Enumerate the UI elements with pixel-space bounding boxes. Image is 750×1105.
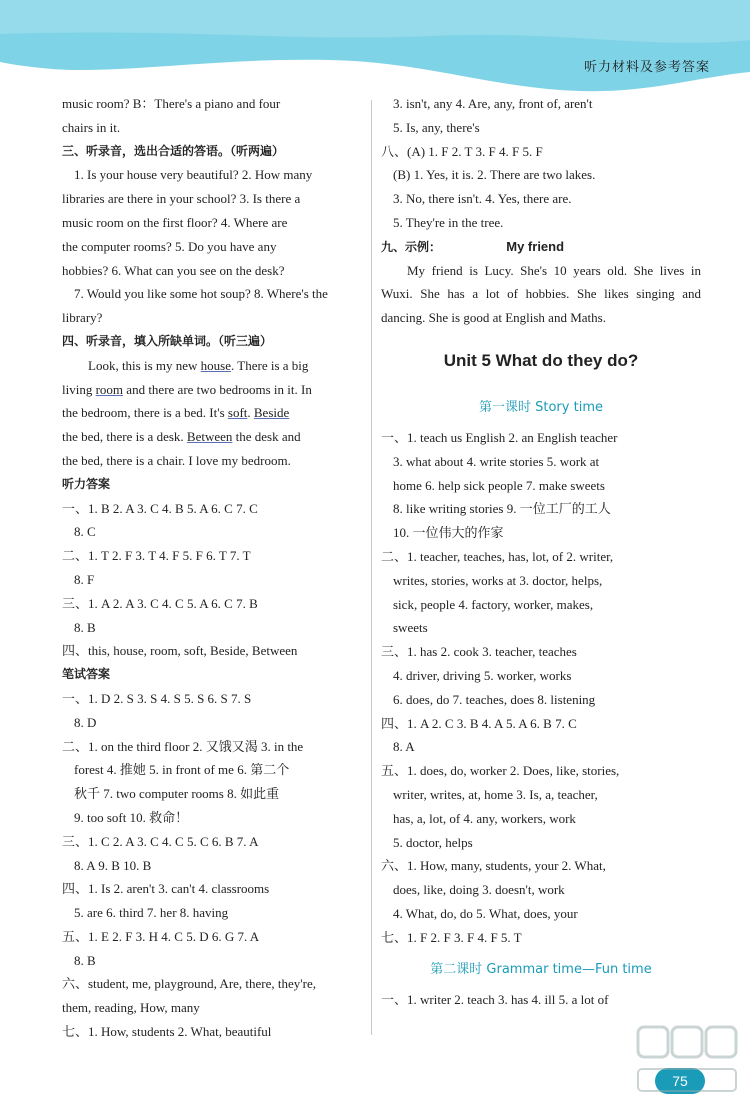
answer-line: 七、1. How, students 2. What, beautiful bbox=[62, 1024, 272, 1040]
continued-text-line: chairs in it. bbox=[62, 119, 121, 135]
unit-title: Unit 5 What do they do? bbox=[443, 350, 639, 370]
answer-line: 一、1. B 2. A 3. C 4. B 5. A 6. C 7. C bbox=[62, 500, 258, 516]
answer-line: 5. Is, any, there's bbox=[393, 119, 480, 135]
text-span: . There is a big bbox=[231, 357, 309, 373]
answer-line: 3. what about 4. write stories 5. work at bbox=[393, 453, 600, 469]
answer-line: 9. too soft 10. 救命！ bbox=[74, 809, 189, 825]
answer-line: does, like, doing 3. doesn't, work bbox=[393, 882, 565, 898]
answer-line: 三、1. C 2. A 3. C 4. C 5. C 6. B 7. A bbox=[62, 833, 259, 849]
answer-line: 二、1. T 2. F 3. T 4. F 5. F 6. T 7. T bbox=[62, 548, 251, 564]
page-number: 75 bbox=[655, 1068, 705, 1094]
text-span: the bed, there is a chair. I love my bedroom. bbox=[62, 452, 291, 468]
section-4-title: 四、听录音，填入所缺单词。（听三遍） bbox=[62, 333, 273, 348]
answer-line: 8. C bbox=[74, 524, 96, 540]
filled-word: Between bbox=[186, 429, 233, 445]
answer-line: 三、1. A 2. A 3. C 4. C 5. A 6. C 7. B bbox=[62, 595, 258, 611]
sec4-line bbox=[62, 354, 358, 378]
answer-line: 五、1. does, do, worker 2. Does, like, stories, bbox=[381, 763, 620, 779]
answer-line: 8. A bbox=[393, 739, 415, 755]
text-span: and there are two bedrooms in it. In bbox=[123, 381, 312, 397]
answer-line: (B) 1. Yes, it is. 2. There are two lakes. bbox=[393, 167, 596, 183]
answer-line: 三、1. has 2. cook 3. teacher, teaches bbox=[381, 644, 577, 660]
answer-line: 二、1. teacher, teaches, has, lot, of 2. writer, bbox=[381, 548, 614, 564]
answer-line: 六、1. How, many, students, your 2. What, bbox=[381, 858, 606, 874]
sec4-line bbox=[62, 378, 358, 402]
answer-line: 八、(A) 1. F 2. T 3. F 4. F 5. F bbox=[381, 143, 543, 159]
answer-line: them, reading, How, many bbox=[62, 1000, 200, 1016]
left-column bbox=[62, 92, 358, 1044]
answer-line: 四、1. Is 2. aren't 3. can't 4. classrooms bbox=[62, 881, 270, 897]
answer-line: 8. D bbox=[74, 714, 97, 730]
answer-line: 4. driver, driving 5. worker, works bbox=[393, 667, 572, 683]
answer-line: 5. doctor, helps bbox=[393, 834, 473, 850]
sec3-line: 1. Is your house very beautiful? 2. How many bbox=[74, 167, 313, 183]
text-span: living bbox=[62, 381, 96, 397]
answer-line: 8. like writing stories 9. 一位工厂的工人 bbox=[393, 501, 611, 517]
sec3-line: library? bbox=[62, 310, 103, 326]
answer-line: 10. 一位伟大的作家 bbox=[393, 525, 504, 541]
continued-text-line: music room? B：There's a piano and four bbox=[62, 96, 281, 111]
column-divider bbox=[371, 100, 372, 1035]
header-wave-band bbox=[0, 0, 750, 95]
essay-title: My friend bbox=[506, 238, 565, 254]
section-3-title: 三、听录音，选出合适的答语。（听两遍） bbox=[62, 143, 285, 158]
answer-line: forest 4. 推她 5. in front of me 6. 第二个 bbox=[74, 762, 290, 778]
sec3-line: libraries are there in your school? 3. Is there a bbox=[62, 191, 301, 207]
answer-line: 秋千 7. two computer rooms 8. 如此重 bbox=[74, 786, 280, 802]
sec3-line: 7. Would you like some hot soup? 8. Where's the bbox=[74, 286, 328, 302]
answer-line: writes, stories, works at 3. doctor, helps, bbox=[393, 572, 603, 588]
answer-line: 8. B bbox=[74, 619, 96, 635]
right-column bbox=[381, 92, 701, 1011]
answer-line: 5. are 6. third 7. her 8. having bbox=[74, 905, 229, 921]
listening-answers-heading: 听力答案 bbox=[62, 476, 111, 491]
text-span: the bed, there is a desk. bbox=[62, 429, 187, 445]
header-title: 听力材料及参考答案 bbox=[583, 60, 710, 75]
answer-line: 8. B bbox=[74, 952, 96, 968]
page-header bbox=[0, 0, 750, 95]
filled-word: Beside bbox=[253, 405, 290, 421]
filled-word: room bbox=[95, 381, 124, 397]
text-span: the desk and bbox=[232, 429, 301, 445]
written-answers-heading: 笔试答案 bbox=[62, 667, 111, 682]
answer-line: writer, writes, at, home 3. Is, a, teacher, bbox=[393, 786, 598, 802]
watermark-logo-icon bbox=[632, 1021, 740, 1101]
answer-line: 3. isn't, any 4. Are, any, front of, aren't bbox=[393, 96, 593, 111]
answer-line: home 6. help sick people 7. make sweets bbox=[393, 477, 605, 493]
section-9-label: 九、示例： bbox=[381, 239, 442, 254]
text-span: . bbox=[247, 405, 254, 421]
answer-line: 4. What, do, do 5. What, does, your bbox=[393, 905, 578, 921]
answer-line: 一、1. writer 2. teach 3. has 4. ill 5. a lot of bbox=[381, 991, 609, 1007]
text-span: Look, this is my new bbox=[88, 357, 201, 373]
answer-line: 8. F bbox=[74, 571, 95, 587]
answer-line: sweets bbox=[393, 620, 428, 636]
answer-line: 四、this, house, room, soft, Beside, Between bbox=[62, 643, 298, 659]
lesson-2-title: 第二课时 Grammar time—Fun time bbox=[430, 961, 652, 977]
answer-line: 四、1. A 2. C 3. B 4. A 5. A 6. B 7. C bbox=[381, 715, 577, 731]
answer-line: 七、1. F 2. F 3. F 4. F 5. T bbox=[381, 929, 522, 945]
answer-line: 五、1. E 2. F 3. H 4. C 5. D 6. G 7. A bbox=[62, 928, 260, 944]
filled-word: house bbox=[200, 357, 232, 373]
essay-paragraph: My friend is Lucy. She's 10 years old. She lives in Wuxi. She has a lot of hobbies. She likes singing and dancing. She is good at English and Maths. bbox=[381, 262, 701, 326]
sec3-line: the computer rooms? 5. Do you have any bbox=[62, 238, 277, 254]
answer-line: 二、1. on the third floor 2. 又饿又渴 3. in the bbox=[62, 738, 304, 754]
sec3-line: hobbies? 6. What can you see on the desk? bbox=[62, 262, 285, 278]
sec4-line bbox=[62, 425, 358, 449]
answer-line: has, a, lot, of 4. any, workers, work bbox=[393, 810, 576, 826]
answer-line: 8. A 9. B 10. B bbox=[74, 857, 152, 873]
answer-line: 5. They're in the tree. bbox=[393, 214, 504, 230]
lesson-1-title: 第一课时 Story time bbox=[479, 399, 603, 415]
sec4-line bbox=[62, 401, 358, 425]
answer-line: 六、student, me, playground, Are, there, they're, bbox=[62, 976, 316, 992]
filled-word: soft bbox=[227, 405, 248, 421]
sec3-line: music room on the first floor? 4. Where are bbox=[62, 214, 288, 230]
answer-line: 一、1. D 2. S 3. S 4. S 5. S 6. S 7. S bbox=[62, 690, 252, 706]
answer-line: 6. does, do 7. teaches, does 8. listening bbox=[393, 691, 596, 707]
section-9-heading bbox=[381, 235, 701, 259]
text-span: the bedroom, there is a bed. It's bbox=[62, 405, 228, 421]
answer-line: 一、1. teach us English 2. an English teacher bbox=[381, 429, 618, 445]
answer-line: 3. No, there isn't. 4. Yes, there are. bbox=[393, 191, 572, 207]
answer-line: sick, people 4. factory, worker, makes, bbox=[393, 596, 594, 612]
sec4-line bbox=[62, 449, 358, 473]
